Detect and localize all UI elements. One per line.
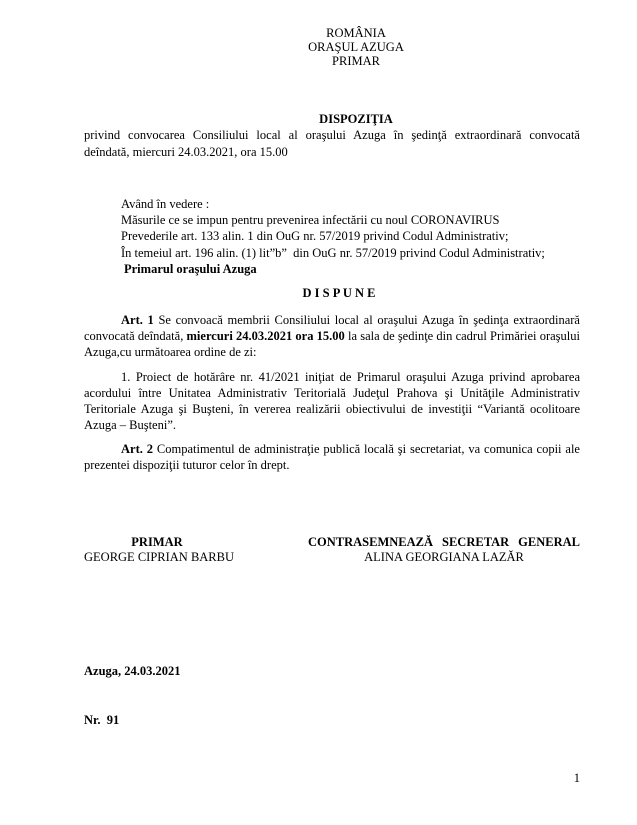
footer-number: Nr. 91 [84, 712, 120, 727]
issuer-line: Primarul oraşului Azuga [124, 262, 257, 277]
header-office: PRIMAR [332, 54, 380, 68]
header-country: ROMÂNIA [326, 26, 386, 40]
preamble-line: În temeiul art. 196 alin. (1) lit”b” din OuG nr. 57/2019 privind Codul Administrativ; [121, 245, 545, 260]
document-title: DISPOZIŢIA [319, 112, 393, 126]
footer-place-date: Azuga, 24.03.2021 [84, 663, 181, 678]
signature-left-name: GEORGE CIPRIAN BARBU [84, 550, 235, 565]
signature-right-title-word: CONTRASEMNEAZĂ [308, 535, 434, 550]
preamble-line: Având în vedere : [121, 196, 210, 211]
signature-block [84, 535, 580, 565]
signature-right-title-word: SECRETAR [442, 535, 510, 550]
signature-right-name: ALINA GEORGIANA LAZĂR [364, 550, 524, 565]
preamble-line: Măsurile ce se impun pentru prevenirea infectării cu noul CORONAVIRUS [121, 213, 500, 228]
preamble-section [84, 196, 580, 277]
article-1-paragraph: Art. 1 Se convoacă membrii Consiliului local al oraşului Azuga în şedinţa extraordinară convocată deîndată, miercuri 24.03.2021 ora 15.00 la sala de şedinţe din cadrul Primăriei oraşului Azuga,cu următoarea ordine de zi: [84, 312, 580, 360]
document-subtitle: privind convocarea Consiliului local al oraşului Azuga în şedinţă extraordinară convocată deîndată, miercuri 24.03.2021, ora 15.00 [84, 128, 580, 159]
signature-left [84, 535, 235, 565]
agenda-item-1-paragraph: 1. Proiect de hotărâre nr. 41/2021 iniţiat de Primarul oraşului Azuga privind aprobarea acordului între Unitatea Administrativ Teritorială Judeţul Prahova şi Unităţile Administrativ Teritoriale Azuga şi Buşteni, în vererea realizării obiectivului de investiţii “Variantă ocolitoare Azuga – Buşteni”. [84, 369, 580, 433]
signature-right-title-word: GENERAL [518, 535, 580, 550]
document-footer [84, 630, 580, 760]
dispune-heading: D I S P U N E [302, 286, 376, 301]
article-2-paragraph: Art. 2 Compatimentul de administraţie publică locală şi secretariat, va comunica copii ale prezentei dispoziţii tuturor celor în drept. [84, 441, 580, 473]
preamble-line: Prevederile art. 133 alin. 1 din OuG nr. 57/2019 privind Codul Administrativ; [121, 229, 509, 244]
document-content [84, 0, 580, 761]
page-number: 1 [573, 771, 580, 785]
signature-left-title: PRIMAR [131, 535, 183, 550]
signature-right [308, 535, 580, 565]
document-header [132, 26, 580, 68]
signature-right-title [308, 535, 580, 550]
header-town: ORAŞUL AZUGA [308, 40, 404, 54]
